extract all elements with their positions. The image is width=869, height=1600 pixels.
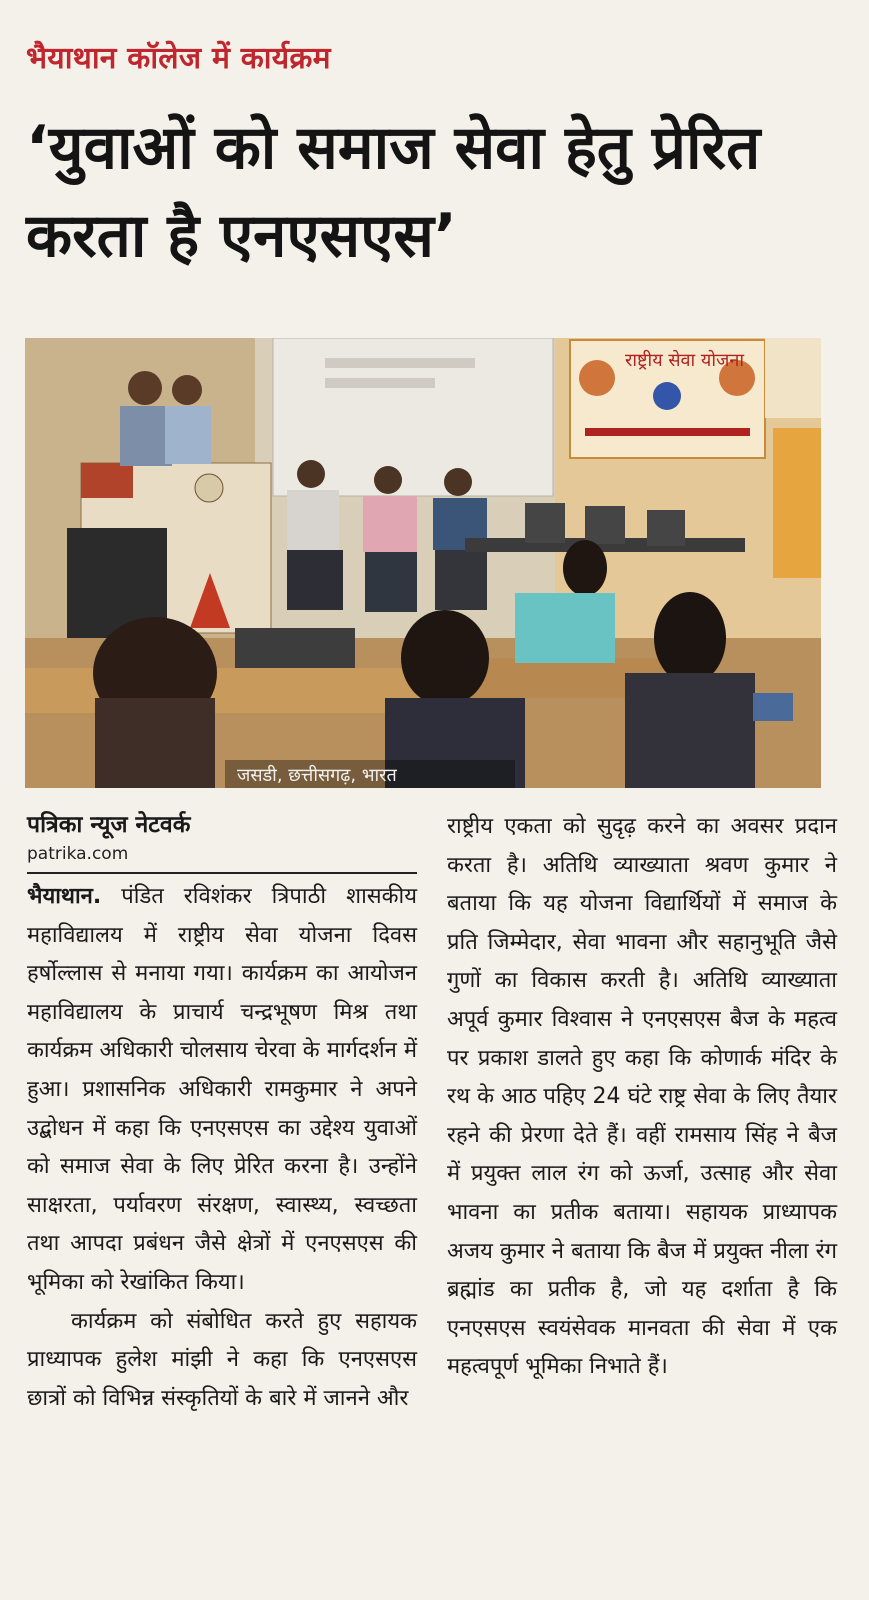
paragraph-2: कार्यक्रम को संबोधित करते हुए सहायक प्राध्यापक हुलेश मांझी ने कहा कि एनएसएस छात्रों को विभिन्न संस्कृतियों के बारे में जानने और	[27, 1308, 417, 1411]
photo-caption-strip: जसडी, छत्तीसगढ़, भारत	[237, 765, 397, 786]
event-photo	[25, 338, 821, 788]
byline: पत्रिका न्यूज नेटवर्क	[27, 812, 191, 838]
section-kicker: भैयाथान कॉलेज में कार्यक्रम	[26, 41, 331, 76]
paragraph-1-text: पंडित रविशंकर त्रिपाठी शासकीय महाविद्यालय में राष्ट्रीय सेवा योजना दिवस हर्षोल्लास से मनाया गया। कार्यक्रम का आयोजन महाविद्यालय के प्राचार्य चन्द्रभूषण मिश्र तथा कार्यक्रम अधिकारी चोलसाय चेरवा के मार्गदर्शन में हुआ। प्रशासनिक अधिकारी रामकुमार ने अपने उद्बोधन में कहा कि एनएसएस का उद्देश्य युवाओं को समाज सेवा के लिए प्रेरित करना है। उन्होंने साक्षरता, पर्यावरण संरक्षण, स्वास्थ्य, स्वच्छता तथा आपदा प्रबंधन जैसे क्षेत्रों में एनएसएस की भूमिका को रेखांकित किया।	[27, 884, 417, 1295]
event-photo-illustration	[25, 338, 821, 788]
article-column-right	[447, 808, 837, 1387]
paragraph-1	[27, 878, 417, 1303]
column-divider	[27, 872, 417, 874]
article-column-left	[27, 808, 417, 1418]
banner-title: राष्ट्रीय सेवा योजना	[625, 350, 745, 371]
site-url: patrika.com	[27, 844, 129, 864]
headline: ‘युवाओं को समाज सेवा हेतु प्रेरित करता है एनएसएस’	[26, 113, 761, 271]
paragraph-3: राष्ट्रीय एकता को सुदृढ़ करने का अवसर प्रदान करता है। अतिथि व्याख्याता श्रवण कुमार ने बताया कि यह योजना विद्यार्थियों में समाज के प्रति जिम्मेदार, सेवा भावना और सहानुभूति जैसे गुणों का विकास करती है। अतिथि व्याख्याता अपूर्व कुमार विश्वास ने एनएसएस बैज के महत्व पर प्रकाश डालते हुए कहा कि कोणार्क मंदिर के रथ के आठ पहिए 24 घंटे राष्ट्र सेवा के लिए तैयार रहने की प्रेरणा देते हैं। वहीं रामसाय सिंह ने बैज में प्रयुक्त लाल रंग को ऊर्जा, उत्साह और सेवा भावना का प्रतीक बताया। सहायक प्राध्यापक अजय कुमार ने बताया कि बैज में प्रयुक्त नीला रंग ब्रह्मांड का प्रतीक है, जो यह दर्शाता है कि एनएसएस स्वयंसेवक मानवता की सेवा में एक महत्वपूर्ण भूमिका निभाते हैं।	[447, 814, 837, 1380]
dateline: भैयाथान.	[27, 884, 102, 909]
